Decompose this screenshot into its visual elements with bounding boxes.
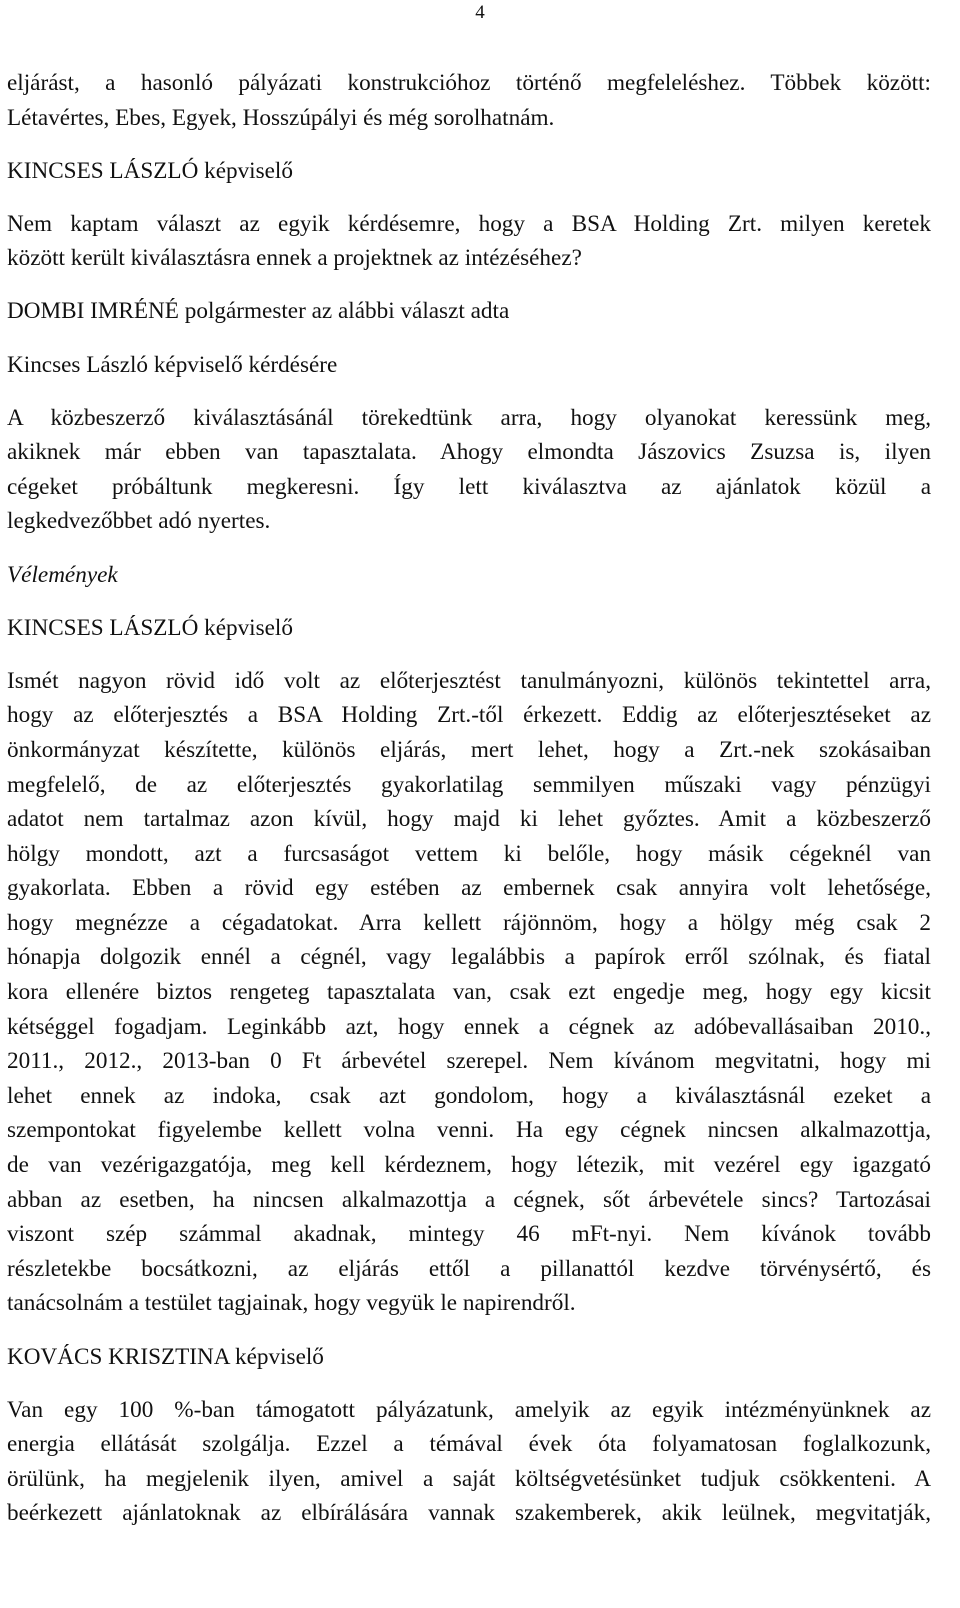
text-line: DOMBI IMRÉNÉ polgármester az alábbi választ adta [7, 298, 510, 325]
text-line: önkormányzat készítette, különös eljárás, mert lehet, hogy a Zrt.-nek szokásaiban [7, 736, 931, 763]
page-number: 4 [475, 2, 485, 23]
text-line: szempontokat figyelembe kellett volna venni. Ha egy cégnek nincsen alkalmazottja, [7, 1117, 931, 1144]
text-line: tanácsolnám a testület tagjainak, hogy vegyük le napirendről. [7, 1290, 576, 1317]
text-line: Vélemények [7, 561, 118, 588]
text-line: hogy megnézze a cégadatokat. Arra kellett rájönnöm, hogy a hölgy még csak 2 [7, 909, 931, 936]
paragraph [7, 66, 931, 135]
text-line: között került kiválasztásra ennek a projektnek az intézéséhez? [7, 245, 582, 272]
text-line: legkedvezőbbet adó nyertes. [7, 508, 271, 535]
text-line: energia ellátását szolgálja. Ezzel a témával évek óta folyamatosan foglalkozunk, [7, 1431, 931, 1458]
text-line: A közbeszerző kiválasztásánál törekedtünk arra, hogy olyanokat keressünk meg, [7, 404, 931, 431]
speaker-heading [7, 611, 931, 646]
text-line: Van egy 100 %-ban támogatott pályázatunk, amelyik az egyik intézményünknek az [7, 1396, 931, 1423]
text-line: részletekbe bocsátkozni, az eljárás ettől a pillanattól kezdve törvénysértő, és [7, 1255, 931, 1282]
text-line: KOVÁCS KRISZTINA képviselő [7, 1343, 324, 1370]
speaker-heading [7, 294, 931, 329]
text-line: 2011., 2012., 2013-ban 0 Ft árbevétel szerepel. Nem kívánom megvitatni, hogy mi [7, 1048, 931, 1075]
speaker-heading [7, 1340, 931, 1375]
text-line: hogy az előterjesztés a BSA Holding Zrt.-től érkezett. Eddig az előterjesztéseket az [7, 702, 931, 729]
section-heading [7, 558, 931, 593]
text-line: KINCSES LÁSZLÓ képviselő [7, 157, 293, 184]
text-line: megfelelő, de az előterjesztés gyakorlatilag semmilyen műszaki vagy pénzügyi [7, 771, 931, 798]
text-line: Nem kaptam választ az egyik kérdésemre, hogy a BSA Holding Zrt. milyen keretek [7, 210, 931, 237]
paragraph [7, 664, 931, 1321]
document-body [7, 66, 931, 1531]
text-line: abban az esetben, ha nincsen alkalmazottja a cégnek, sőt árbevétele sincs? Tartozásai [7, 1186, 931, 1213]
text-line: Létavértes, Ebes, Egyek, Hosszúpályi és még sorolhatnám. [7, 104, 555, 131]
text-line: cégeket próbáltunk megkeresni. Így lett kiválasztva az ajánlatok közül a [7, 473, 931, 500]
text-line: eljárást, a hasonló pályázati konstrukcióhoz történő megfeleléshez. Többek között: [7, 70, 931, 96]
text-line: kora ellenére biztos rengeteg tapasztalata van, csak ezt engedje meg, hogy egy kicsit [7, 979, 931, 1006]
text-line: Kincses László képviselő kérdésére [7, 351, 338, 378]
text-line: hónapja dolgozik ennél a cégnél, vagy legalábbis a papírok erről szólnak, és fiatal [7, 944, 931, 971]
text-line: akiknek már ebben van tapasztalata. Ahogy elmondta Jászovics Zsuzsa is, ilyen [7, 439, 931, 466]
text-line: beérkezett ajánlatoknak az elbírálására vannak szakemberek, akik leülnek, megvitatják, [7, 1500, 931, 1527]
text-line: adatot nem tartalmaz azon kívül, hogy majd ki lehet győztes. Amit a közbeszerző [7, 806, 931, 833]
text-line: örülünk, ha megjelenik ilyen, amivel a saját költségvetésünket tudjuk csökkenteni. A [7, 1465, 931, 1492]
text-line: KINCSES LÁSZLÓ képviselő [7, 614, 293, 641]
text-line: de van vezérigazgatója, meg kell kérdeznem, hogy létezik, mit vezérel egy igazgató [7, 1152, 931, 1179]
speaker-heading [7, 154, 931, 189]
paragraph [7, 1393, 931, 1531]
text-line: hölgy mondott, azt a furcsaságot vettem ki belőle, hogy másik cégeknél van [7, 840, 931, 867]
text-line: gyakorlata. Ebben a rövid egy estében az embernek csak annyira volt lehetősége, [7, 875, 931, 902]
paragraph [7, 207, 931, 276]
text-line: lehet ennek az indoka, csak azt gondolom, hogy a kiválasztásnál ezeket a [7, 1082, 931, 1109]
paragraph [7, 401, 931, 539]
speaker-heading [7, 348, 931, 383]
text-line: viszont szép számmal akadnak, mintegy 46 mFt-nyi. Nem kívánok tovább [7, 1221, 931, 1248]
text-line: kétséggel fogadjam. Leginkább azt, hogy ennek a cégnek az adóbevallásaiban 2010., [7, 1013, 931, 1040]
text-line: Ismét nagyon rövid idő volt az előterjesztést tanulmányozni, különös tekintettel arra, [7, 667, 931, 694]
